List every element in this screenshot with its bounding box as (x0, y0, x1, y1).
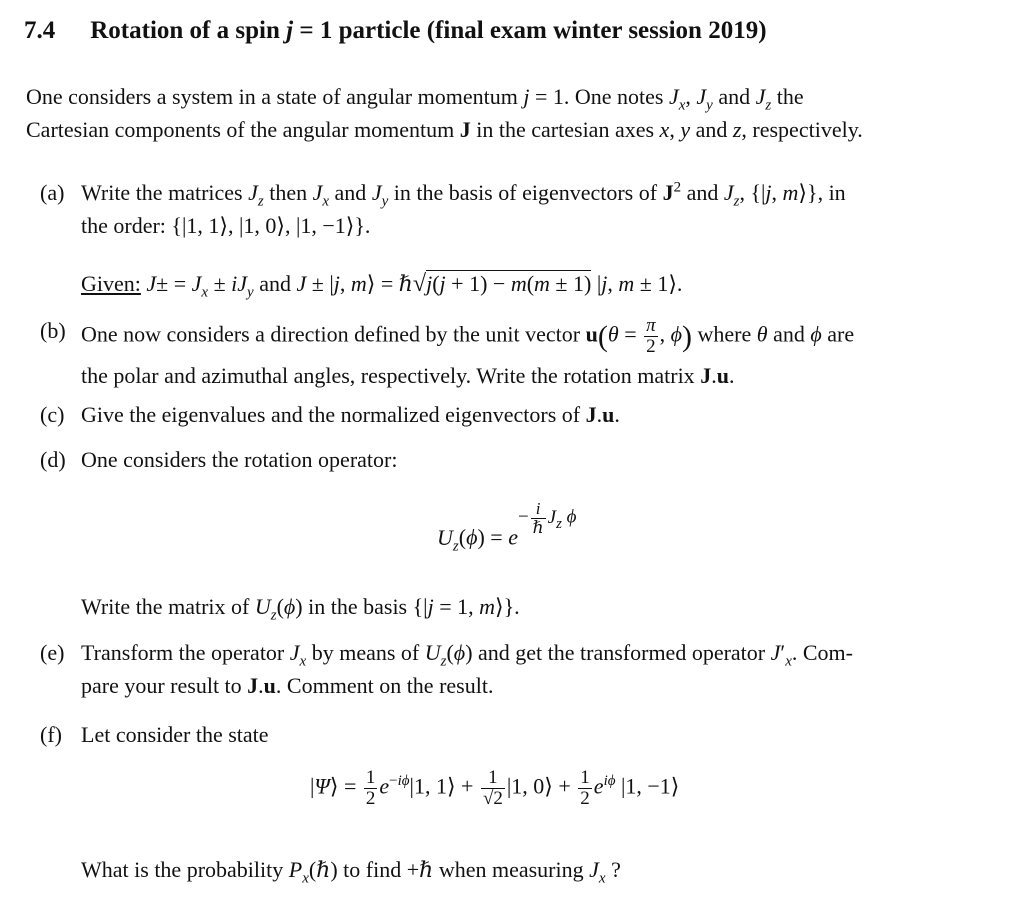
given-hint (81, 266, 682, 302)
question-a-line-2: the order: {|1, 1⟩, |1, 0⟩, |1, −1⟩}. (81, 213, 371, 238)
question-e-line-1: Transform the operator $J_x$ by means of $U_z(\phi)$ and get the transformed operator $J'_x$. Com- (81, 640, 853, 670)
question-a (40, 176, 960, 242)
question-c (40, 398, 960, 431)
intro-paragraph (26, 80, 966, 146)
given-label: Given: (81, 271, 141, 296)
exponent: − $\frac{i}{\text{ℏ}}$ $J_z$ ϕ (517, 499, 577, 537)
intro-line-1: One considers a system in a state of angular momentum j = 1. One notes $J_x$, $J_y$ and $J_z$ the (26, 84, 804, 114)
question-d (40, 443, 960, 476)
question-f-label: (f) (40, 722, 62, 747)
question-e (40, 636, 960, 702)
question-f-question: What is the probability $P_x(\hbar)$ to find +ℏ when measuring $J_x$ ? (81, 857, 621, 887)
question-d-after: Write the matrix of $U_z(\phi)$ in the basis {|j = 1, m⟩}. (81, 594, 520, 624)
given-formula: $J\pm = J_x \pm iJ_y$ and J ± |j, m⟩ = ℏ√j(j + 1) − m(m ± 1) |j, m ± 1⟩. (146, 271, 683, 301)
question-b-line-2: the polar and azimuthal angles, respectively. Write the rotation matrix J.u. (81, 363, 735, 388)
state-equation: |Ψ⟩ = $\frac{1}{2}$ $e^{-i\phi}|1$, 1⟩ + $\frac{1}{√2}$ |1, 0⟩ + $\frac{1}{2}$ $e^{i\phi}$ |1, −1⟩ (310, 767, 680, 809)
section-title: Rotation of a spin j = 1 particle (final exam winter session 2019) (90, 17, 767, 44)
question-f-text: Let consider the state (81, 722, 269, 747)
question-d-text: One considers the rotation operator: (81, 447, 398, 472)
question-f (40, 718, 960, 751)
intro-line-2: Cartesian components of the angular momentum J in the cartesian axes x, y and z, respectively. (26, 117, 863, 142)
section-number: 7.4 (24, 17, 56, 44)
question-e-label: (e) (40, 640, 65, 665)
question-b-label: (b) (40, 318, 66, 343)
rotation-operator-equation: $U_z(\phi) = e-$ $\frac{i}{\text{ℏ}}$ $J_z$ ϕ (437, 499, 577, 555)
question-a-label: (a) (40, 180, 65, 205)
question-c-text: Give the eigenvalues and the normalized eigenvectors of J.u. (81, 402, 620, 427)
question-e-line-2: pare your result to J.u. Comment on the result. (81, 673, 494, 698)
question-b (40, 314, 960, 392)
question-a-line-1: Write the matrices $J_z$ then $J_x$ and $J_y$ in the basis of eigenvectors of $J^2$ and $J_z$, {|j, m⟩}, in (81, 179, 846, 210)
question-d-label: (d) (40, 447, 66, 472)
question-c-label: (c) (40, 402, 65, 427)
question-b-line-1: One now considers a direction defined by the unit vector u(θ = $\frac{\pi}{2}$ , ϕ) where θ and ϕ are (81, 315, 855, 357)
pi-over-2-fraction: $\frac{\pi}{2}$ (646, 315, 656, 357)
section-heading (24, 12, 767, 50)
